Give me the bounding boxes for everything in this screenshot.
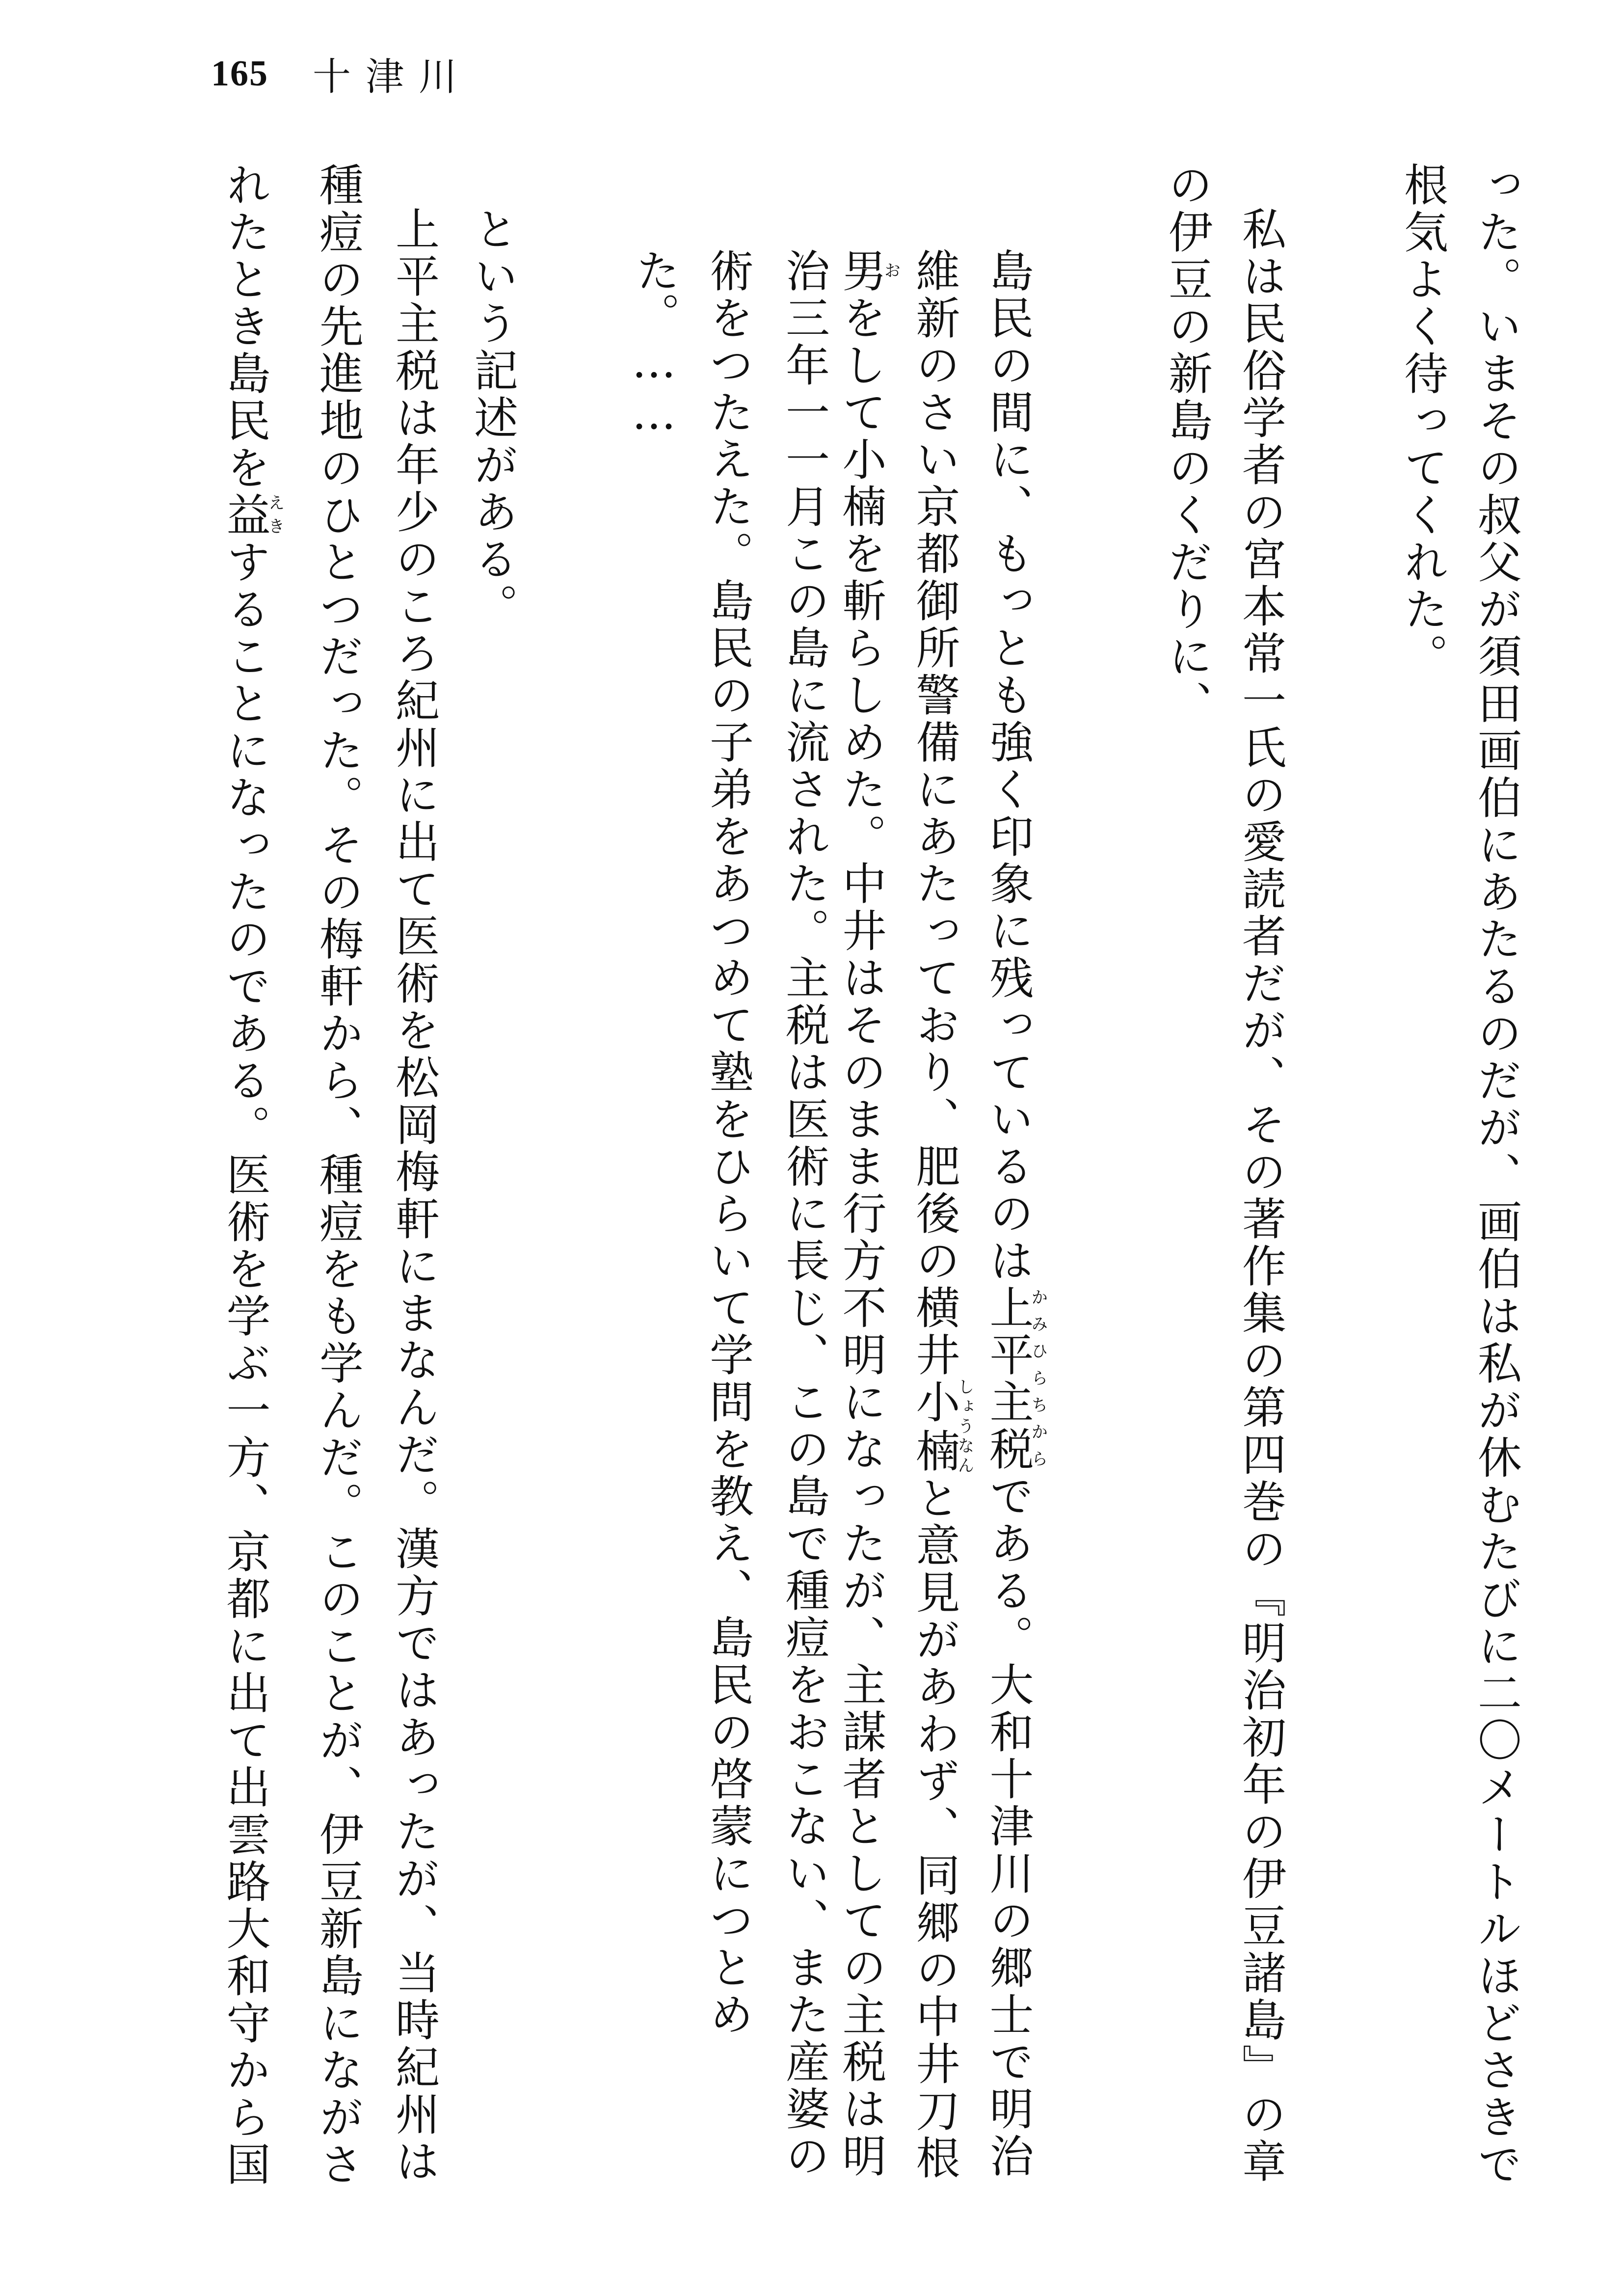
ruby-annotation: 上平主税かみひらちから [982, 1285, 1048, 1473]
text-column-13: 種痘の先進地のひとつだった。その梅軒から、種痘をも学んだ。このことが、伊豆新島にながさ [312, 162, 363, 2188]
text-column-14: れたとき島民を益えきすることになったのである。医術を学ぶ一方、京都に出て出雲路大和守から国 [218, 162, 285, 2188]
text-column-8: 治三年一一月この島に流された。主税は医術に長じ、この島で種痘をおこない、また産婆の [778, 248, 829, 2180]
text-column-6: 維新のさい京都御所警備にあたっており、肥後の横井小楠しょうなんと意見があわず、同郷の中井刀根 [908, 248, 974, 2182]
text-column-4: の伊豆の新島のくだりに、 [1161, 162, 1212, 728]
ruby-annotation: 男お [834, 248, 901, 295]
page-number: 165 [211, 53, 268, 94]
running-head: 十津川 [313, 55, 472, 99]
text-column-1: った。いまその叔父が須田画伯にあたるのだが、画伯は私が休むたびに二〇メートルほどさきで [1470, 162, 1521, 2188]
text-column-2: 根気よく待ってくれた。 [1396, 162, 1448, 680]
text-column-10: た。…… [628, 248, 680, 439]
ruby-annotation: 小楠しょうなん [908, 1378, 974, 1476]
ruby-annotation: 益えき [218, 492, 285, 539]
text-column-11: という記述がある。 [466, 206, 518, 630]
text-column-5: 島民の間に、もっとも強く印象に残っているのは上平主税かみひらちからである。大和十津川の郷士で明治 [982, 248, 1048, 2180]
page-header [211, 47, 472, 101]
text-column-9: 術をつたえた。島民の子弟をあつめて塾をひらいて学問を教え、島民の啓蒙につとめ [702, 248, 753, 2039]
text-column-3: 私は民俗学者の宮本常一氏の愛読者だが、その著作集の第四巻の『明治初年の伊豆諸島』の章 [1234, 206, 1286, 2186]
text-column-12: 上平主税は年少のころ紀州に出て医術を松岡梅軒にまなんだ。漢方ではあったが、当時紀州は [388, 206, 439, 2186]
text-column-7: 男おをして小楠を斬らしめた。中井はそのまま行方不明になったが、主謀者としての主税は明 [834, 248, 901, 2180]
